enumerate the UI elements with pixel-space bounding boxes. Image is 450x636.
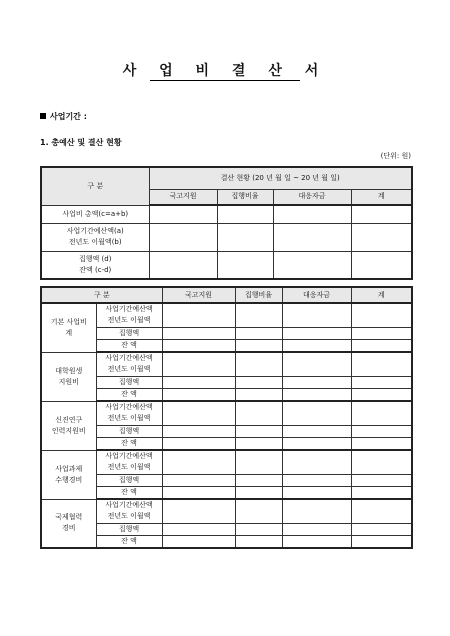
table-cell[interactable] bbox=[162, 401, 235, 425]
table-cell[interactable] bbox=[217, 205, 273, 223]
table-cell[interactable] bbox=[235, 450, 282, 474]
table-cell[interactable] bbox=[351, 401, 412, 425]
group-label-line: 인력지원비 bbox=[51, 426, 86, 435]
table-cell[interactable] bbox=[162, 474, 235, 486]
table-cell[interactable] bbox=[162, 450, 235, 474]
sub-label bbox=[96, 303, 162, 327]
table-cell[interactable] bbox=[149, 205, 217, 223]
table-cell[interactable] bbox=[162, 339, 235, 352]
group-label-line: 경비 bbox=[61, 524, 76, 533]
sub-label bbox=[96, 523, 162, 535]
col-matching: 대응자금 bbox=[282, 287, 351, 303]
table-cell[interactable] bbox=[235, 327, 282, 339]
table-cell[interactable] bbox=[162, 499, 235, 523]
table-cell[interactable] bbox=[162, 376, 235, 388]
table-cell[interactable] bbox=[351, 523, 412, 535]
table-cell[interactable] bbox=[351, 486, 412, 499]
table-cell[interactable] bbox=[162, 523, 235, 535]
table-cell[interactable] bbox=[351, 376, 412, 388]
group-label bbox=[41, 303, 96, 352]
table-cell[interactable] bbox=[351, 450, 412, 474]
sub-label-line: 사업기간예산액 bbox=[105, 305, 153, 314]
sub-label bbox=[96, 376, 162, 388]
table-cell[interactable] bbox=[282, 401, 351, 425]
table-row bbox=[41, 450, 412, 474]
table-cell[interactable] bbox=[162, 352, 235, 376]
sub-label-line: 집행액 bbox=[118, 524, 140, 533]
table-row bbox=[41, 437, 412, 450]
header-status: 결산 현황 (20 년 월 일 ~ 20 년 월 일) bbox=[149, 167, 412, 189]
table-row bbox=[41, 388, 412, 401]
sub-label-line: 전년도 이월액 bbox=[107, 365, 151, 374]
table-cell[interactable] bbox=[235, 425, 282, 437]
sub-label-line: 전년도 이월액 bbox=[107, 512, 151, 521]
group-label-line: 기본 사업비 bbox=[50, 317, 87, 326]
sub-label-line: 사업기간예산액 bbox=[105, 452, 153, 461]
header-gubun: 구 분 bbox=[41, 287, 162, 303]
sub-label-line: 사업기간예산액 bbox=[105, 354, 153, 363]
budget-summary-table bbox=[40, 166, 413, 280]
group-label bbox=[41, 450, 96, 499]
table-cell[interactable] bbox=[282, 499, 351, 523]
table-row bbox=[41, 303, 412, 327]
table-cell[interactable] bbox=[282, 437, 351, 450]
table-cell[interactable] bbox=[162, 388, 235, 401]
group-label-line: 계 bbox=[65, 328, 73, 337]
table-cell[interactable] bbox=[273, 251, 351, 279]
table-row bbox=[41, 523, 412, 535]
table-cell[interactable] bbox=[351, 474, 412, 486]
title-underline bbox=[150, 80, 300, 81]
table-cell[interactable] bbox=[149, 223, 217, 251]
sub-label bbox=[96, 388, 162, 401]
header-gubun: 구 분 bbox=[41, 167, 149, 205]
table-row bbox=[41, 205, 412, 223]
table-cell[interactable] bbox=[162, 535, 235, 548]
table-cell[interactable] bbox=[282, 486, 351, 499]
table-cell[interactable] bbox=[351, 339, 412, 352]
sub-label-line: 전년도 이월액 bbox=[107, 463, 151, 472]
row-label: 사업기간예산액(a) 전년도 이월액(b) bbox=[41, 223, 149, 251]
sub-label-line: 집행액 bbox=[118, 328, 140, 337]
table-cell[interactable] bbox=[282, 352, 351, 376]
business-period bbox=[40, 111, 87, 122]
table-cell[interactable] bbox=[282, 327, 351, 339]
table-cell[interactable] bbox=[162, 327, 235, 339]
group-label bbox=[41, 499, 96, 548]
table-cell[interactable] bbox=[351, 437, 412, 450]
sub-label-line: 집행액 bbox=[118, 377, 140, 386]
table-cell[interactable] bbox=[282, 535, 351, 548]
table-cell[interactable] bbox=[162, 486, 235, 499]
row-label: 집행액 (d) 잔액 (c-d) bbox=[41, 251, 149, 279]
sub-label bbox=[96, 474, 162, 486]
group-label-line: 수행경비 bbox=[55, 475, 83, 484]
table-cell[interactable] bbox=[235, 535, 282, 548]
sub-label bbox=[96, 339, 162, 352]
table-cell[interactable] bbox=[351, 388, 412, 401]
table-cell[interactable] bbox=[282, 388, 351, 401]
col-national: 국고지원 bbox=[162, 287, 235, 303]
table-row bbox=[41, 535, 412, 548]
table-cell[interactable] bbox=[149, 251, 217, 279]
table-cell[interactable] bbox=[282, 450, 351, 474]
table-cell[interactable] bbox=[162, 303, 235, 327]
table-row bbox=[41, 401, 412, 425]
table-cell[interactable] bbox=[235, 523, 282, 535]
sub-label-line: 사업기간예산액 bbox=[105, 403, 153, 412]
table-cell[interactable] bbox=[282, 523, 351, 535]
table-row bbox=[41, 486, 412, 499]
table-row bbox=[41, 376, 412, 388]
section-heading: 1. 총예산 및 결산 현황 bbox=[40, 138, 122, 147]
table-row bbox=[41, 251, 412, 279]
table-cell[interactable] bbox=[351, 251, 412, 279]
sub-label bbox=[96, 401, 162, 425]
table-cell[interactable] bbox=[235, 437, 282, 450]
sub-label-line: 잔 액 bbox=[121, 389, 137, 398]
table-cell[interactable] bbox=[351, 352, 412, 376]
table-cell[interactable] bbox=[235, 376, 282, 388]
sub-label-line: 잔 액 bbox=[121, 536, 137, 545]
table-cell[interactable] bbox=[282, 474, 351, 486]
sub-label-line: 집행액 bbox=[118, 426, 140, 435]
table-cell[interactable] bbox=[217, 251, 273, 279]
square-bullet-icon bbox=[40, 113, 46, 119]
table-cell[interactable] bbox=[235, 352, 282, 376]
table-cell[interactable] bbox=[351, 223, 412, 251]
document-title: 사 업 비 결 산 서 bbox=[122, 63, 328, 79]
sub-label bbox=[96, 499, 162, 523]
table-cell[interactable] bbox=[235, 499, 282, 523]
sub-label bbox=[96, 425, 162, 437]
sub-label bbox=[96, 535, 162, 548]
col-total: 계 bbox=[351, 287, 412, 303]
col-national: 국고지원 bbox=[149, 189, 217, 205]
table-cell[interactable] bbox=[273, 223, 351, 251]
group-label bbox=[41, 352, 96, 401]
unit-label: (단위: 원) bbox=[380, 152, 411, 160]
table-cell[interactable] bbox=[235, 486, 282, 499]
table-row bbox=[41, 474, 412, 486]
sub-label bbox=[96, 352, 162, 376]
sub-label-line: 잔 액 bbox=[121, 438, 137, 447]
table-row bbox=[41, 499, 412, 523]
table-cell[interactable] bbox=[235, 401, 282, 425]
table-cell[interactable] bbox=[351, 303, 412, 327]
sub-label-line: 전년도 이월액 bbox=[107, 316, 151, 325]
table-cell[interactable] bbox=[235, 474, 282, 486]
col-ratio: 집행비율 bbox=[235, 287, 282, 303]
sub-label bbox=[96, 486, 162, 499]
table-cell[interactable] bbox=[282, 425, 351, 437]
table-cell[interactable] bbox=[351, 205, 412, 223]
sub-label-line: 잔 액 bbox=[121, 487, 137, 496]
table-row bbox=[41, 339, 412, 352]
table-cell[interactable] bbox=[351, 499, 412, 523]
sub-label-line: 잔 액 bbox=[121, 340, 137, 349]
table-cell[interactable] bbox=[282, 339, 351, 352]
table-cell[interactable] bbox=[351, 327, 412, 339]
period-label: 사업기간 : bbox=[50, 112, 87, 121]
group-label-line: 대학원생 bbox=[55, 366, 83, 375]
table-cell[interactable] bbox=[235, 339, 282, 352]
table-cell[interactable] bbox=[162, 437, 235, 450]
sub-label bbox=[96, 437, 162, 450]
table-row bbox=[41, 223, 412, 251]
col-total: 계 bbox=[351, 189, 412, 205]
col-matching: 대응자금 bbox=[273, 189, 351, 205]
table-cell[interactable] bbox=[282, 376, 351, 388]
sub-label-line: 집행액 bbox=[118, 475, 140, 484]
sub-label-line: 전년도 이월액 bbox=[107, 414, 151, 423]
group-label-line: 지원비 bbox=[58, 377, 79, 386]
table-cell[interactable] bbox=[282, 303, 351, 327]
table-cell[interactable] bbox=[217, 223, 273, 251]
col-ratio: 집행비율 bbox=[217, 189, 273, 205]
group-label-line: 사업과제 bbox=[55, 464, 83, 473]
group-label bbox=[41, 401, 96, 450]
row-label: 사업비 총액(c=a+b) bbox=[41, 205, 149, 223]
table-cell[interactable] bbox=[273, 205, 351, 223]
table-row bbox=[41, 352, 412, 376]
table-cell[interactable] bbox=[235, 303, 282, 327]
table-cell[interactable] bbox=[351, 535, 412, 548]
table-cell[interactable] bbox=[162, 425, 235, 437]
table-row bbox=[41, 425, 412, 437]
table-row bbox=[41, 327, 412, 339]
sub-label bbox=[96, 327, 162, 339]
sub-label-line: 사업기간예산액 bbox=[105, 501, 153, 510]
detailed-budget-table bbox=[40, 286, 413, 549]
table-cell[interactable] bbox=[351, 425, 412, 437]
group-label-line: 국제협력 bbox=[55, 513, 83, 522]
group-label-line: 신진연구 bbox=[55, 415, 83, 424]
sub-label bbox=[96, 450, 162, 474]
table-cell[interactable] bbox=[235, 388, 282, 401]
